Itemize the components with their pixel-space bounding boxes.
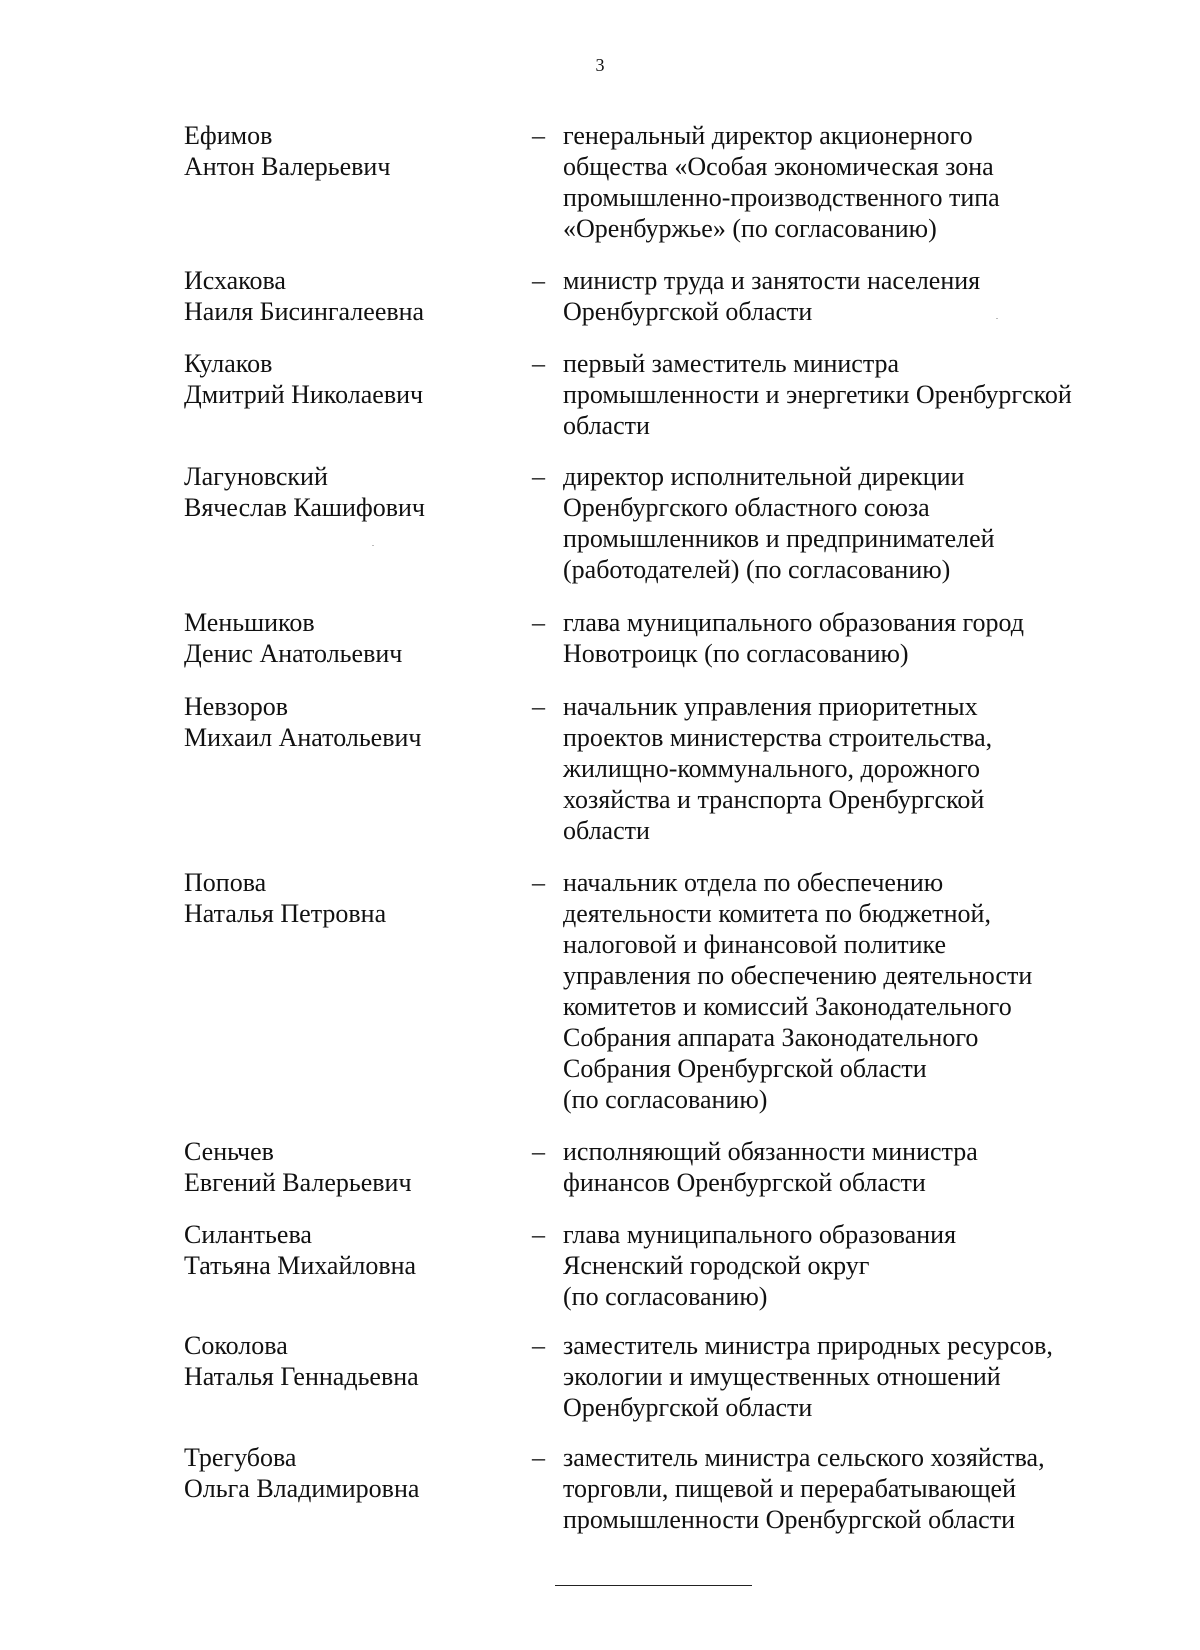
member-name <box>184 348 504 410</box>
member-role-line: начальник управления приоритетных <box>563 692 978 721</box>
member-name-line: Меньшиков <box>184 608 315 637</box>
member-name-line: Татьяна Михайловна <box>184 1251 417 1280</box>
member-role <box>563 1219 1123 1312</box>
member-role-line: Оренбургской области <box>563 1393 813 1422</box>
member-role-line: генеральный директор акционерного <box>563 121 973 150</box>
member-name <box>184 1442 504 1504</box>
member-name <box>184 120 504 182</box>
member-name <box>184 691 504 753</box>
member-role-line: области <box>563 411 650 440</box>
member-role <box>563 691 1123 846</box>
member-role <box>563 1442 1123 1535</box>
member-role-line: заместитель министра природных ресурсов, <box>563 1331 1053 1360</box>
member-role-line: Собрания аппарата Законодательного <box>563 1023 979 1052</box>
member-role-line: (по согласованию) <box>563 1282 768 1311</box>
member-dash: – <box>532 121 545 150</box>
member-name-line: Сеньчев <box>184 1137 274 1166</box>
member-name <box>184 461 504 523</box>
member-name-line: Наиля Бисингалеевна <box>184 297 425 326</box>
member-role-line: министр труда и занятости населения <box>563 266 981 295</box>
member-role-line: Ясненский городской округ <box>563 1251 870 1280</box>
member-name-line: Силантьева <box>184 1220 312 1249</box>
member-role-line: деятельности комитета по бюджетной, <box>563 899 991 928</box>
member-name-line: Лагуновский <box>184 462 328 491</box>
member-name-line: Евгений Валерьевич <box>184 1168 412 1197</box>
member-role-line: управления по обеспечению деятельности <box>563 961 1033 990</box>
member-name-line: Антон Валерьевич <box>184 152 391 181</box>
member-name-line: Дмитрий Николаевич <box>184 380 424 409</box>
member-role-line: общества «Особая экономическая зона <box>563 152 994 181</box>
member-role-line: проектов министерства строительства, <box>563 723 993 752</box>
member-role <box>563 607 1123 669</box>
member-role <box>563 1330 1123 1423</box>
member-dash: – <box>532 1137 545 1166</box>
member-role-line: Новотроицк (по согласованию) <box>563 639 909 668</box>
member-dash: – <box>532 462 545 491</box>
member-name-line: Исхакова <box>184 266 286 295</box>
member-dash: – <box>532 266 545 295</box>
member-role-line: глава муниципального образования город <box>563 608 1025 637</box>
member-role <box>563 1136 1123 1198</box>
member-dash: – <box>532 692 545 721</box>
member-name-line: Ольга Владимировна <box>184 1474 420 1503</box>
member-role-line: исполняющий обязанности министра <box>563 1137 978 1166</box>
page-number: 3 <box>595 55 605 75</box>
member-role-line: Оренбургского областного союза <box>563 493 930 522</box>
member-name-line: Михаил Анатольевич <box>184 723 422 752</box>
member-role-line: торговли, пищевой и перерабатывающей <box>563 1474 1017 1503</box>
member-name-line: Денис Анатольевич <box>184 639 403 668</box>
member-name-line: Соколова <box>184 1331 288 1360</box>
member-role <box>563 867 1123 1115</box>
member-name-line: Попова <box>184 868 267 897</box>
member-role-line: налоговой и финансовой политике <box>563 930 947 959</box>
member-role <box>563 461 1123 585</box>
member-role-line: директор исполнительной дирекции <box>563 462 965 491</box>
member-name-line: Наталья Петровна <box>184 899 387 928</box>
member-role-line: начальник отдела по обеспечению <box>563 868 944 897</box>
member-role-line: первый заместитель министра <box>563 349 900 378</box>
member-role <box>563 265 1123 327</box>
member-role-line: Оренбургской области <box>563 297 813 326</box>
member-name-line: Кулаков <box>184 349 273 378</box>
member-dash: – <box>532 1220 545 1249</box>
member-role-line: комитетов и комиссий Законодательного <box>563 992 1012 1021</box>
member-name <box>184 607 504 669</box>
member-role-line: промышленников и предпринимателей <box>563 524 995 553</box>
member-role-line: хозяйства и транспорта Оренбургской <box>563 785 985 814</box>
member-role <box>563 348 1123 441</box>
member-dash: – <box>532 349 545 378</box>
member-name-line: Невзоров <box>184 692 288 721</box>
member-role-line: (работодателей) (по согласованию) <box>563 555 951 584</box>
member-role-line: «Оренбуржье» (по согласованию) <box>563 214 937 243</box>
member-role-line: промышленности и энергетики Оренбургской <box>563 380 1072 409</box>
member-role-line: промышленно-производственного типа <box>563 183 1000 212</box>
member-name <box>184 1136 504 1198</box>
member-dash: – <box>532 868 545 897</box>
member-name-line: Наталья Геннадьевна <box>184 1362 419 1391</box>
member-role-line: экологии и имущественных отношений <box>563 1362 1001 1391</box>
member-role-line: финансов Оренбургской области <box>563 1168 926 1197</box>
member-role-line: заместитель министра сельского хозяйства, <box>563 1443 1045 1472</box>
member-dash: – <box>532 1331 545 1360</box>
member-dash: – <box>532 608 545 637</box>
scan-speck <box>372 545 374 546</box>
member-role-line: (по согласованию) <box>563 1085 768 1114</box>
member-name-line: Вячеслав Кашифович <box>184 493 425 522</box>
end-rule <box>555 1585 752 1586</box>
scan-speck <box>996 318 998 319</box>
member-name <box>184 867 504 929</box>
member-dash: – <box>532 1443 545 1472</box>
member-role-line: глава муниципального образования <box>563 1220 957 1249</box>
member-name-line: Ефимов <box>184 121 273 150</box>
member-role-line: Собрания Оренбургской области <box>563 1054 927 1083</box>
member-name <box>184 1330 504 1392</box>
member-name-line: Трегубова <box>184 1443 297 1472</box>
member-name <box>184 265 504 327</box>
member-role-line: промышленности Оренбургской области <box>563 1505 1015 1534</box>
member-role-line: области <box>563 816 650 845</box>
member-role-line: жилищно-коммунального, дорожного <box>563 754 981 783</box>
member-name <box>184 1219 504 1281</box>
member-role <box>563 120 1123 244</box>
